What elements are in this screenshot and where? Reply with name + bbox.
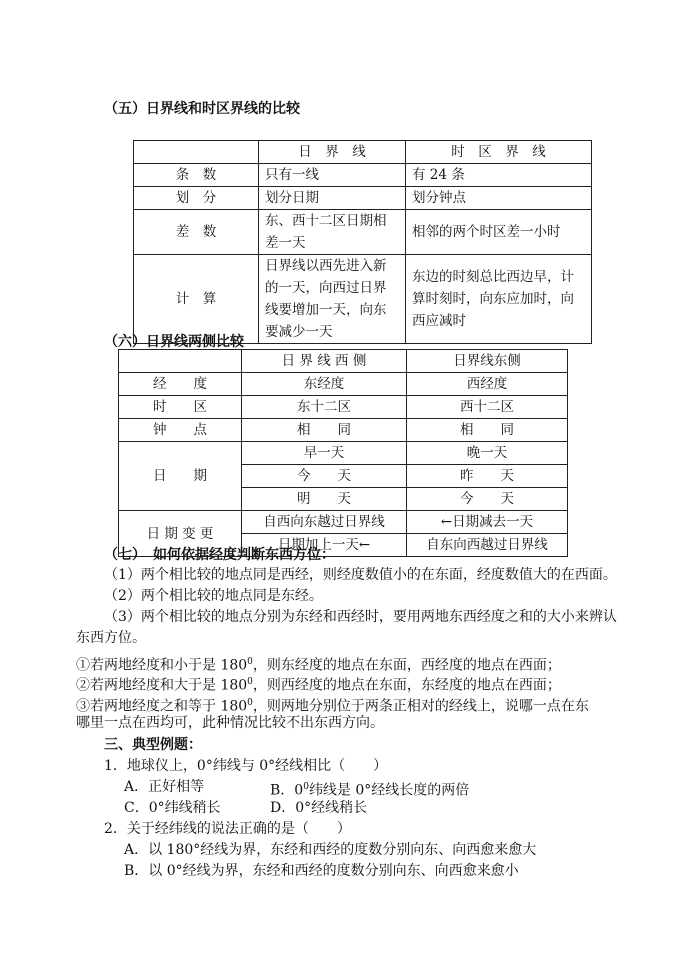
section5-heading: （五）日界线和时区界线的比较 xyxy=(104,101,300,117)
table-header: 时 区 界 线 xyxy=(406,141,592,164)
section6-heading: （六）日界线两侧比较 xyxy=(104,334,244,350)
table-row xyxy=(119,442,568,465)
table-cell: 早一天 xyxy=(242,442,407,465)
option-d: D．0°经线稍长 xyxy=(270,800,368,816)
option-c: C．0°纬线稍长 xyxy=(124,800,221,816)
table-cell: 今 天 xyxy=(242,465,407,488)
section3-heading: 三、典型例题： xyxy=(104,737,202,753)
table-cell: 相邻的两个时区差一小时 xyxy=(406,210,592,255)
row-label: 条 数 xyxy=(134,164,259,187)
table-cell: 西十二区 xyxy=(407,396,568,419)
case-1: ①若两地经度和小于是 $180^0$，则东经度的地点在东面，西经度的地点在西面； xyxy=(76,657,561,674)
table-header-empty xyxy=(134,141,259,164)
table-cell: 东十二区 xyxy=(242,396,407,419)
table-cell: 东经度 xyxy=(242,373,407,396)
table-row xyxy=(134,187,592,210)
table-cell: 有 24 条 xyxy=(406,164,592,187)
table-cell: 自东向西越过日界线 xyxy=(407,534,568,557)
table-row xyxy=(119,373,568,396)
table-cell: 今 天 xyxy=(407,488,568,511)
dateline-sides-table xyxy=(118,349,568,557)
table-cell: 东、西十二区日期相差一天 xyxy=(259,210,406,255)
option-a: A．以 180°经线为界，东经和西经的度数分别向东、向西愈来愈大 xyxy=(124,842,537,858)
table-row xyxy=(119,419,568,442)
table-cell: 东边的时刻总比西边早，计算时刻时，向东应加时，向西应减时 xyxy=(406,255,592,344)
paragraph: （1）两个相比较的地点同是西经，则经度数值小的在东面，经度数值大的在西面。 xyxy=(104,567,617,583)
table-cell: 只有一线 xyxy=(259,164,406,187)
case-2: ②若两地经度和大于是 $180^0$，则西经度的地点在东面，东经度的地点在西面； xyxy=(76,677,561,694)
question-2: 2．关于经纬线的说法正确的是（ ） xyxy=(104,821,351,837)
table-cell: 晚一天 xyxy=(407,442,568,465)
option-a: A．正好相等 xyxy=(124,779,205,795)
case-3-continued: 哪里一点在西均可，此种情况比较不出东西方向。 xyxy=(76,715,384,731)
option-b: B．以 0°经线为界，东经和西经的度数分别向东、向西愈来愈小 xyxy=(124,863,519,879)
paragraph: （2）两个相比较的地点同是东经。 xyxy=(104,588,323,604)
table-header: 日 界 线 xyxy=(259,141,406,164)
row-label: 钟 点 xyxy=(119,419,242,442)
option-b: B．$0^0$纬线是 0°经线长度的两倍 xyxy=(270,782,470,799)
row-label: 经 度 xyxy=(119,373,242,396)
table-cell: 日界线以西先进入新的一天，向西过日界线要增加一天，向东要减少一天 xyxy=(259,255,406,344)
row-label: 日 期 变 更 xyxy=(119,511,242,557)
table-cell: 西经度 xyxy=(407,373,568,396)
row-label: 时 区 xyxy=(119,396,242,419)
case-3: ③若两地经度之和等于 $180^0$，则两地分别位于两条正相对的经线上，说哪一点在东 xyxy=(76,698,589,715)
table-cell: 日期加上一天← xyxy=(242,534,407,557)
row-label: 差 数 xyxy=(134,210,259,255)
table-header: 日界线东侧 xyxy=(407,350,568,373)
paragraph: 东西方位。 xyxy=(76,630,146,646)
row-label: 日 期 xyxy=(119,442,242,511)
row-label: 划 分 xyxy=(134,187,259,210)
table-cell: 昨 天 xyxy=(407,465,568,488)
section7-heading: （七） 如何依据经度判断东西方位： xyxy=(104,547,335,563)
question-1: 1．地球仪上，0°纬线与 0°经线相比（ ） xyxy=(104,758,388,774)
table-row xyxy=(134,164,592,187)
table-cell: 明 天 xyxy=(242,488,407,511)
table-header: 日 界 线 西 侧 xyxy=(242,350,407,373)
table-cell: 相 同 xyxy=(242,419,407,442)
table-row xyxy=(119,396,568,419)
row-label: 计 算 xyxy=(134,255,259,344)
timezone-comparison-table xyxy=(133,140,592,344)
table-cell: 自西向东越过日界线 xyxy=(242,511,407,534)
table-cell: 相 同 xyxy=(407,419,568,442)
table-header-empty xyxy=(119,350,242,373)
table-cell: 划分钟点 xyxy=(406,187,592,210)
table-row xyxy=(119,511,568,534)
table-row xyxy=(134,210,592,255)
paragraph: （3）两个相比较的地点分别为东经和西经时，要用两地东西经度之和的大小来辨认 xyxy=(104,609,617,625)
table-cell: ←日期减去一天 xyxy=(407,511,568,534)
table-cell: 划分日期 xyxy=(259,187,406,210)
